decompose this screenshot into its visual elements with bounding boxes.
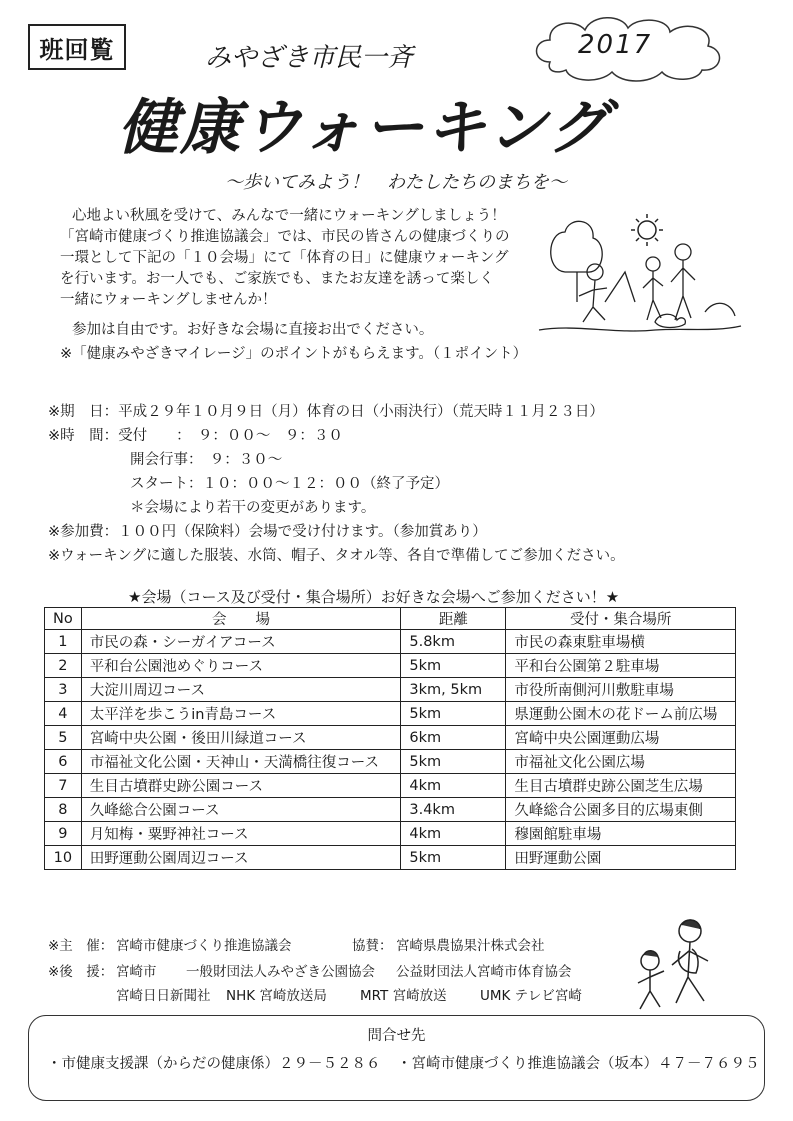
row-distance: 5km — [401, 654, 506, 678]
venues-table — [44, 607, 736, 870]
row-course: 月知梅・粟野神社コース — [81, 822, 401, 846]
row-place: 穆園館駐車場 — [506, 822, 736, 846]
event-title: 健康ウォーキング — [118, 93, 610, 163]
row-no: 6 — [45, 750, 82, 774]
intro-line-6: 参加は自由です。お好きな会場に直接お出でください。 — [72, 322, 434, 338]
event-time-start: スタート：１０：００～１２：００（終了予定） — [130, 476, 449, 492]
contact-box — [28, 1015, 765, 1101]
row-place: 田野運動公園 — [506, 846, 736, 870]
table-row — [45, 726, 736, 750]
table-row — [45, 798, 736, 822]
row-no: 8 — [45, 798, 82, 822]
row-place: 市福祉文化公園広場 — [506, 750, 736, 774]
support-org-1: 宮崎市 — [116, 964, 157, 980]
row-no: 5 — [45, 726, 82, 750]
parent-child-walking-illustration — [620, 915, 730, 1015]
support-org-4: 宮崎日日新聞社 — [116, 988, 211, 1004]
header-course: 会 場 — [81, 608, 401, 630]
event-tagline: ～歩いてみよう！ わたしたちのまちを～ — [225, 172, 567, 193]
event-time-reception: ※時 間：受付 ： ９：００～ ９：３０ — [48, 428, 343, 444]
contact-health-support: ・市健康支援課（からだの健康係）２９－５２８６ — [47, 1056, 381, 1072]
row-distance: 5km — [401, 702, 506, 726]
intro-line-5: 一緒にウォーキングしませんか！ — [60, 292, 277, 308]
support-org-7: UMK テレビ宮崎 — [480, 988, 582, 1004]
organizer-label: ※主 催： — [48, 938, 114, 954]
row-course: 大淀川周辺コース — [81, 678, 401, 702]
event-time-opening: 開会行事： ９：３０～ — [130, 452, 283, 468]
row-no: 10 — [45, 846, 82, 870]
table-row — [45, 630, 736, 654]
row-course: 宮崎中央公園・後田川緑道コース — [81, 726, 401, 750]
row-course: 田野運動公園周辺コース — [81, 846, 401, 870]
table-row — [45, 702, 736, 726]
schedule-note: ＊会場により若干の変更があります。 — [130, 500, 376, 516]
table-row — [45, 654, 736, 678]
contact-title: 問合せ先 — [367, 1028, 426, 1044]
support-org-5: NHK 宮崎放送局 — [226, 988, 327, 1004]
row-course: 平和台公園池めぐりコース — [81, 654, 401, 678]
row-distance: 5km — [401, 846, 506, 870]
cooperation-name: 宮崎県農協果汁株式会社 — [396, 938, 545, 954]
header-place: 受付・集合場所 — [506, 608, 736, 630]
venues-heading: ★会場（コース及び受付・集合場所）お好きな会場へご参加ください！★ — [128, 588, 620, 606]
row-no: 7 — [45, 774, 82, 798]
row-no: 4 — [45, 702, 82, 726]
row-distance: 3km, 5km — [401, 678, 506, 702]
organizer-name: 宮崎市健康づくり推進協議会 — [116, 938, 292, 954]
intro-line-7: ※「健康みやざきマイレージ」のポイントがもらえます。（１ポイント） — [60, 346, 528, 362]
circulation-stamp: 班回覧 — [28, 24, 126, 70]
event-subtitle: みやざき市民一斉 — [205, 43, 414, 73]
event-date: ※期 日：平成２９年１０月９日（月）体育の日（小雨決行）（荒天時１１月２３日） — [48, 404, 604, 420]
row-place: 県運動公園木の花ドーム前広場 — [506, 702, 736, 726]
row-distance: 4km — [401, 774, 506, 798]
support-org-3: 公益財団法人宮崎市体育協会 — [396, 964, 572, 980]
intro-line-2: 「宮崎市健康づくり推進協議会」では、市民の皆さんの健康づくりの — [60, 229, 510, 245]
row-distance: 3.4km — [401, 798, 506, 822]
intro-line-1: 心地よい秋風を受けて、みんなで一緒にウォーキングしましょう！ — [72, 208, 506, 224]
row-place: 市役所南側河川敷駐車場 — [506, 678, 736, 702]
row-course: 市福祉文化公園・天神山・天満橋往復コース — [81, 750, 401, 774]
header-no: No — [45, 608, 82, 630]
items-to-bring: ※ウォーキングに適した服装、水筒、帽子、タオル等、各自で準備してご参加ください。 — [48, 548, 625, 564]
row-course: 生目古墳群史跡公園コース — [81, 774, 401, 798]
row-no: 2 — [45, 654, 82, 678]
row-no: 9 — [45, 822, 82, 846]
support-org-2: 一般財団法人みやざき公園協会 — [186, 964, 375, 980]
intro-line-3: 一環として下記の「１０会場」にて「体育の日」に健康ウォーキング — [60, 250, 509, 266]
intro-line-4: を行います。お一人でも、ご家族でも、またお友達を誘って楽しく — [60, 271, 494, 287]
table-row — [45, 822, 736, 846]
family-walking-illustration — [535, 212, 745, 342]
row-course: 市民の森・シーガイアコース — [81, 630, 401, 654]
row-course: 太平洋を歩こうin青島コース — [81, 702, 401, 726]
cooperation-label: 協賛： — [352, 938, 393, 954]
row-place: 平和台公園第２駐車場 — [506, 654, 736, 678]
table-row — [45, 678, 736, 702]
row-no: 3 — [45, 678, 82, 702]
year-label: 2017 — [578, 30, 653, 60]
row-distance: 5.8km — [401, 630, 506, 654]
sun-icon — [631, 214, 663, 246]
row-distance: 5km — [401, 750, 506, 774]
row-place: 宮崎中央公園運動広場 — [506, 726, 736, 750]
table-row — [45, 846, 736, 870]
support-org-6: MRT 宮崎放送 — [360, 988, 447, 1004]
table-row — [45, 774, 736, 798]
contact-council: ・宮崎市健康づくり推進協議会（坂本）４７－７６９５ — [397, 1056, 760, 1072]
row-course: 久峰総合公園コース — [81, 798, 401, 822]
row-distance: 4km — [401, 822, 506, 846]
row-place: 市民の森東駐車場横 — [506, 630, 736, 654]
row-distance: 6km — [401, 726, 506, 750]
table-header-row — [45, 608, 736, 630]
row-place: 生目古墳群史跡公園芝生広場 — [506, 774, 736, 798]
row-place: 久峰総合公園多目的広場東側 — [506, 798, 736, 822]
table-row — [45, 750, 736, 774]
participation-fee: ※参加費：１００円（保険料）会場で受け付けます。（参加賞あり） — [48, 524, 487, 540]
header-distance: 距離 — [401, 608, 506, 630]
row-no: 1 — [45, 630, 82, 654]
support-label: ※後 援： — [48, 964, 114, 980]
